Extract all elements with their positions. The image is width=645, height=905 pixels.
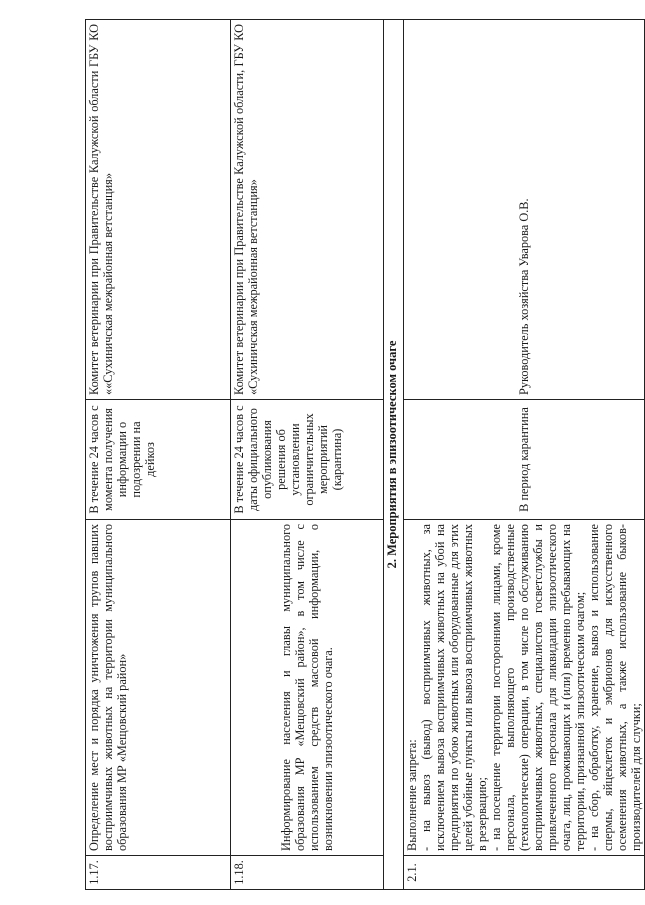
row-number: 1.17. [86, 856, 231, 890]
section-title: 2. Мероприятия в эпизоотическом очаге [384, 20, 404, 890]
table-row [404, 20, 645, 890]
activity-line: - на посещение территории посторонними лицами, кроме персонала, выполняющего производственные (технологические) операции, в том числе по обслуживанию восприимчивых животных, специалистов госветслужбы и привлеченного персонала для ликвидации эпизоотического очага, лиц, проживающих и (или) временно пребывающих на территории, признанной эпизоотическим очагом; [489, 524, 587, 851]
activity-cell: Определение мест и порядка уничтожения трупов павших восприимчивых животных на территории муниципального образования МР «Мещовский район» [86, 520, 231, 856]
activity-cell: Информирование населения и главы муниципального образования МР «Мещовский район», в том числе с использованием средств массовой информации, о возникновении эпизоотического очага. [231, 520, 384, 856]
responsible-cell: Комитет ветеринарии при Правительстве Калужской области ГБУ КО ««Сухиничская межрайонная ветстанция» [86, 20, 231, 400]
table-row [231, 20, 384, 890]
activity-line: - на вывоз (вывод) восприимчивых животных, за исключением вывоза восприимчивых животных на убой на предприятия по убою животных или оборудованные для этих целей убойные пункты или вывоза восприимчивых животных в резервацию; [419, 524, 489, 851]
measures-table [85, 19, 645, 890]
responsible-cell: Комитет ветеринарии при Правительстве Калужской области, ГБУ КО «Сухиничская межрайонная ветстанция» [231, 20, 384, 400]
section-header-row [384, 20, 404, 890]
deadline-cell: В период карантина [404, 400, 645, 520]
table-row [86, 20, 231, 890]
activity-line: Выполнение запрета: [405, 739, 419, 851]
responsible-cell: Руководитель хозяйства Уварова О.В. [404, 20, 645, 400]
activity-cell [404, 520, 645, 856]
rotated-table-wrapper [85, 20, 643, 890]
row-number: 2.1. [404, 856, 645, 890]
activity-line: - на сбор, обработку, хранение, вывоз и использование спермы, яйцеклеток и эмбрионов для искусственного осеменения животных, а также использование быков-производителей для случки; [587, 524, 643, 851]
deadline-cell: В течение 24 часов с даты официального опубликования решения об установлении ограничительных мероприятий (карантина) [231, 400, 384, 520]
deadline-cell: В течение 24 часов с момента получения информации о подозрении на дейкоз [86, 400, 231, 520]
row-number: 1.18. [231, 856, 384, 890]
